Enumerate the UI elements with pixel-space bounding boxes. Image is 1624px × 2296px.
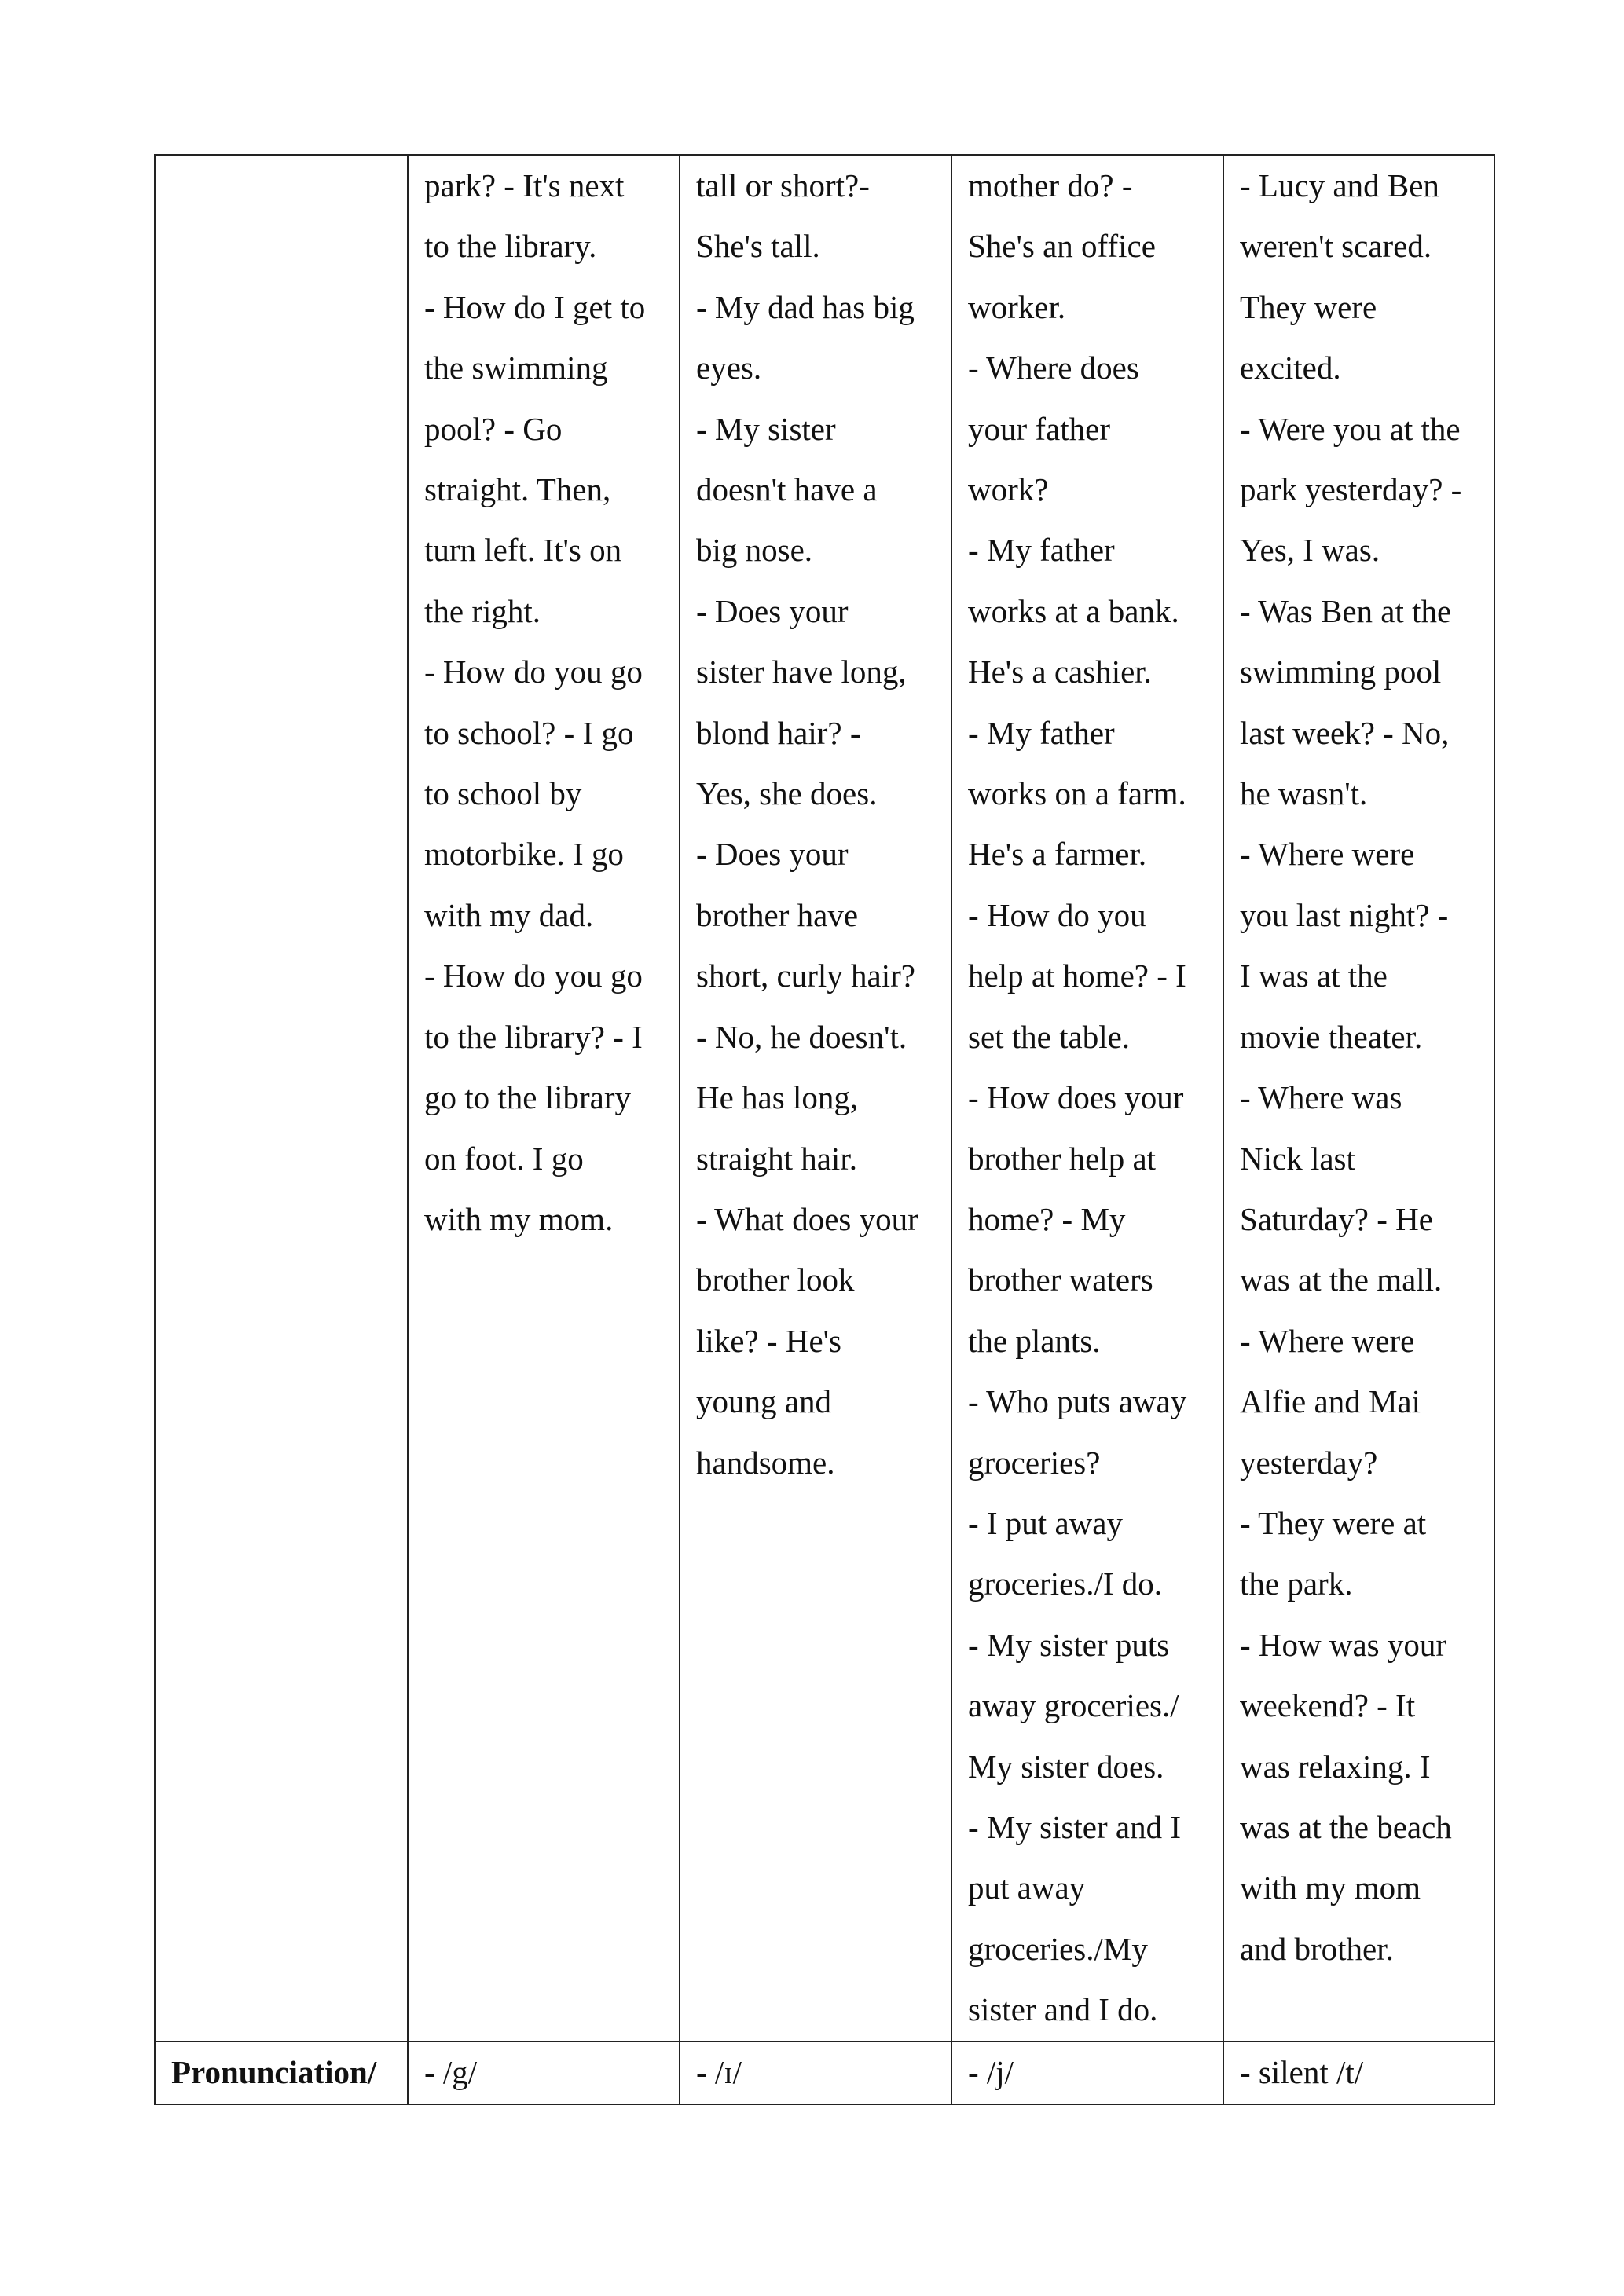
text-line: weren't scared. <box>1240 228 1432 265</box>
text-line: yesterday? <box>1240 1444 1378 1481</box>
text-line: eyes. <box>696 350 762 386</box>
text-line: Saturday? - He <box>1240 1200 1433 1237</box>
text-line: with my mom. <box>424 1200 614 1237</box>
text-line: young and <box>696 1383 831 1420</box>
text-line: was at the beach <box>1240 1808 1452 1845</box>
text-line: They were <box>1240 288 1377 325</box>
text-line: Yes, I was. <box>1240 532 1380 569</box>
text-line: short, curly hair? <box>696 958 915 994</box>
text-line: set the table. <box>968 1018 1131 1055</box>
text-line: help at home? - I <box>968 958 1186 994</box>
text-line: - Where were <box>1240 836 1415 873</box>
text-line: - No, he doesn't. <box>696 1018 907 1055</box>
text-line: He's a farmer. <box>968 836 1147 873</box>
text-line: on foot. I go <box>424 1140 584 1177</box>
text-line: - Does your <box>696 592 849 629</box>
text-line: brother waters <box>968 1262 1153 1298</box>
text-line: brother have <box>696 896 859 933</box>
text-line: - Was Ben at the <box>1240 592 1452 629</box>
text-line: doesn't have a <box>696 471 878 508</box>
content-row <box>155 155 1494 2041</box>
text-line: to school? - I go <box>424 714 634 751</box>
text-line: to the library. <box>424 228 597 265</box>
text-line: to school by <box>424 775 582 812</box>
text-line: My sister does. <box>968 1748 1164 1785</box>
text-line: last week? - No, <box>1240 714 1450 751</box>
text-line: turn left. It's on <box>424 532 622 569</box>
text-line: the park. <box>1240 1565 1353 1602</box>
text-line: Alfie and Mai <box>1240 1383 1421 1420</box>
text-line: swimming pool <box>1240 654 1442 690</box>
text-line: big nose. <box>696 532 813 569</box>
text-line: away groceries./ <box>968 1687 1179 1724</box>
text-line: groceries./My <box>968 1930 1148 1967</box>
text-line: like? - He's <box>696 1322 841 1359</box>
text-line: - How do you go <box>424 958 643 994</box>
pronunciation-label: Pronunciation/ <box>155 2041 408 2104</box>
text-line: was relaxing. I <box>1240 1748 1431 1785</box>
text-line: tall or short?- <box>696 167 870 203</box>
pronunciation-col-3: - /j/ <box>951 2041 1223 2104</box>
text-line: groceries./I do. <box>968 1565 1163 1602</box>
text-line: He's a cashier. <box>968 654 1152 690</box>
text-line: put away <box>968 1869 1086 1906</box>
text-line: sister and I do. <box>968 1991 1158 2028</box>
text-line: the plants. <box>968 1322 1101 1359</box>
text-line: - Does your <box>696 836 849 873</box>
text-line: Yes, she does. <box>696 775 878 812</box>
text-line: motorbike. I go <box>424 836 624 873</box>
pronunciation-col-1: - /g/ <box>408 2041 680 2104</box>
pronunciation-col-2: - /ɪ/ <box>680 2041 951 2104</box>
unit-col-4-cell <box>1223 155 1494 2041</box>
text-line: - They were at <box>1240 1504 1427 1541</box>
text-line: blond hair? - <box>696 714 861 751</box>
text-line: your father <box>968 410 1110 447</box>
text-line: sister have long, <box>696 654 907 690</box>
unit-col-2-cell <box>680 155 951 2041</box>
text-line: pool? - Go <box>424 410 563 447</box>
text-line: I was at the <box>1240 958 1388 994</box>
text-line: - My father <box>968 714 1115 751</box>
text-line: - Where does <box>968 350 1139 386</box>
text-line: - Where was <box>1240 1079 1402 1116</box>
text-line: - How do I get to <box>424 288 646 325</box>
text-line: weekend? - It <box>1240 1687 1416 1724</box>
text-line: - How does your <box>968 1079 1184 1116</box>
text-line: - Lucy and Ben <box>1240 167 1439 203</box>
text-line: he wasn't. <box>1240 775 1368 812</box>
pronunciation-row <box>155 2041 1494 2104</box>
text-line: - I put away <box>968 1504 1123 1541</box>
unit-col-3-cell <box>951 155 1223 2041</box>
text-line: park? - It's next <box>424 167 625 203</box>
text-line: - Where were <box>1240 1322 1415 1359</box>
text-line: worker. <box>968 288 1066 325</box>
text-line: - My sister and I <box>968 1808 1182 1845</box>
text-line: with my dad. <box>424 896 594 933</box>
text-line: - How was your <box>1240 1626 1447 1663</box>
text-line: park yesterday? - <box>1240 471 1462 508</box>
text-line: and brother. <box>1240 1930 1394 1967</box>
text-line: Nick last <box>1240 1140 1355 1177</box>
text-line: She's tall. <box>696 228 820 265</box>
text-line: - My father <box>968 532 1115 569</box>
text-line: to the library? - I <box>424 1018 643 1055</box>
unit-col-1-cell <box>408 155 680 2041</box>
text-line: - My sister puts <box>968 1626 1170 1663</box>
text-line: She's an office <box>968 228 1156 265</box>
text-line: - How do you <box>968 896 1146 933</box>
curriculum-table <box>154 154 1495 2105</box>
text-line: handsome. <box>696 1444 835 1481</box>
text-line: excited. <box>1240 350 1341 386</box>
text-line: - Who puts away <box>968 1383 1187 1420</box>
text-line: the swimming <box>424 350 608 386</box>
text-line: - My sister <box>696 410 836 447</box>
text-line: the right. <box>424 592 541 629</box>
text-line: - Were you at the <box>1240 410 1461 447</box>
pronunciation-col-4: - silent /t/ <box>1223 2041 1494 2104</box>
text-line: was at the mall. <box>1240 1262 1443 1298</box>
text-line: go to the library <box>424 1079 632 1116</box>
text-line: straight hair. <box>696 1140 857 1177</box>
text-line: work? <box>968 471 1049 508</box>
text-line: brother look <box>696 1262 855 1298</box>
text-line: He has long, <box>696 1079 859 1116</box>
text-line: works on a farm. <box>968 775 1186 812</box>
text-line: works at a bank. <box>968 592 1179 629</box>
text-line: groceries? <box>968 1444 1101 1481</box>
text-line: with my mom <box>1240 1869 1421 1906</box>
text-line: straight. Then, <box>424 471 611 508</box>
text-line: mother do? - <box>968 167 1133 203</box>
text-line: you last night? - <box>1240 896 1449 933</box>
text-line: - My dad has big <box>696 288 915 325</box>
text-line: - How do you go <box>424 654 643 690</box>
row-label-cell <box>155 155 408 2041</box>
text-line: movie theater. <box>1240 1018 1423 1055</box>
text-line: home? - My <box>968 1200 1126 1237</box>
text-line: brother help at <box>968 1140 1157 1177</box>
text-line: - What does your <box>696 1200 918 1237</box>
